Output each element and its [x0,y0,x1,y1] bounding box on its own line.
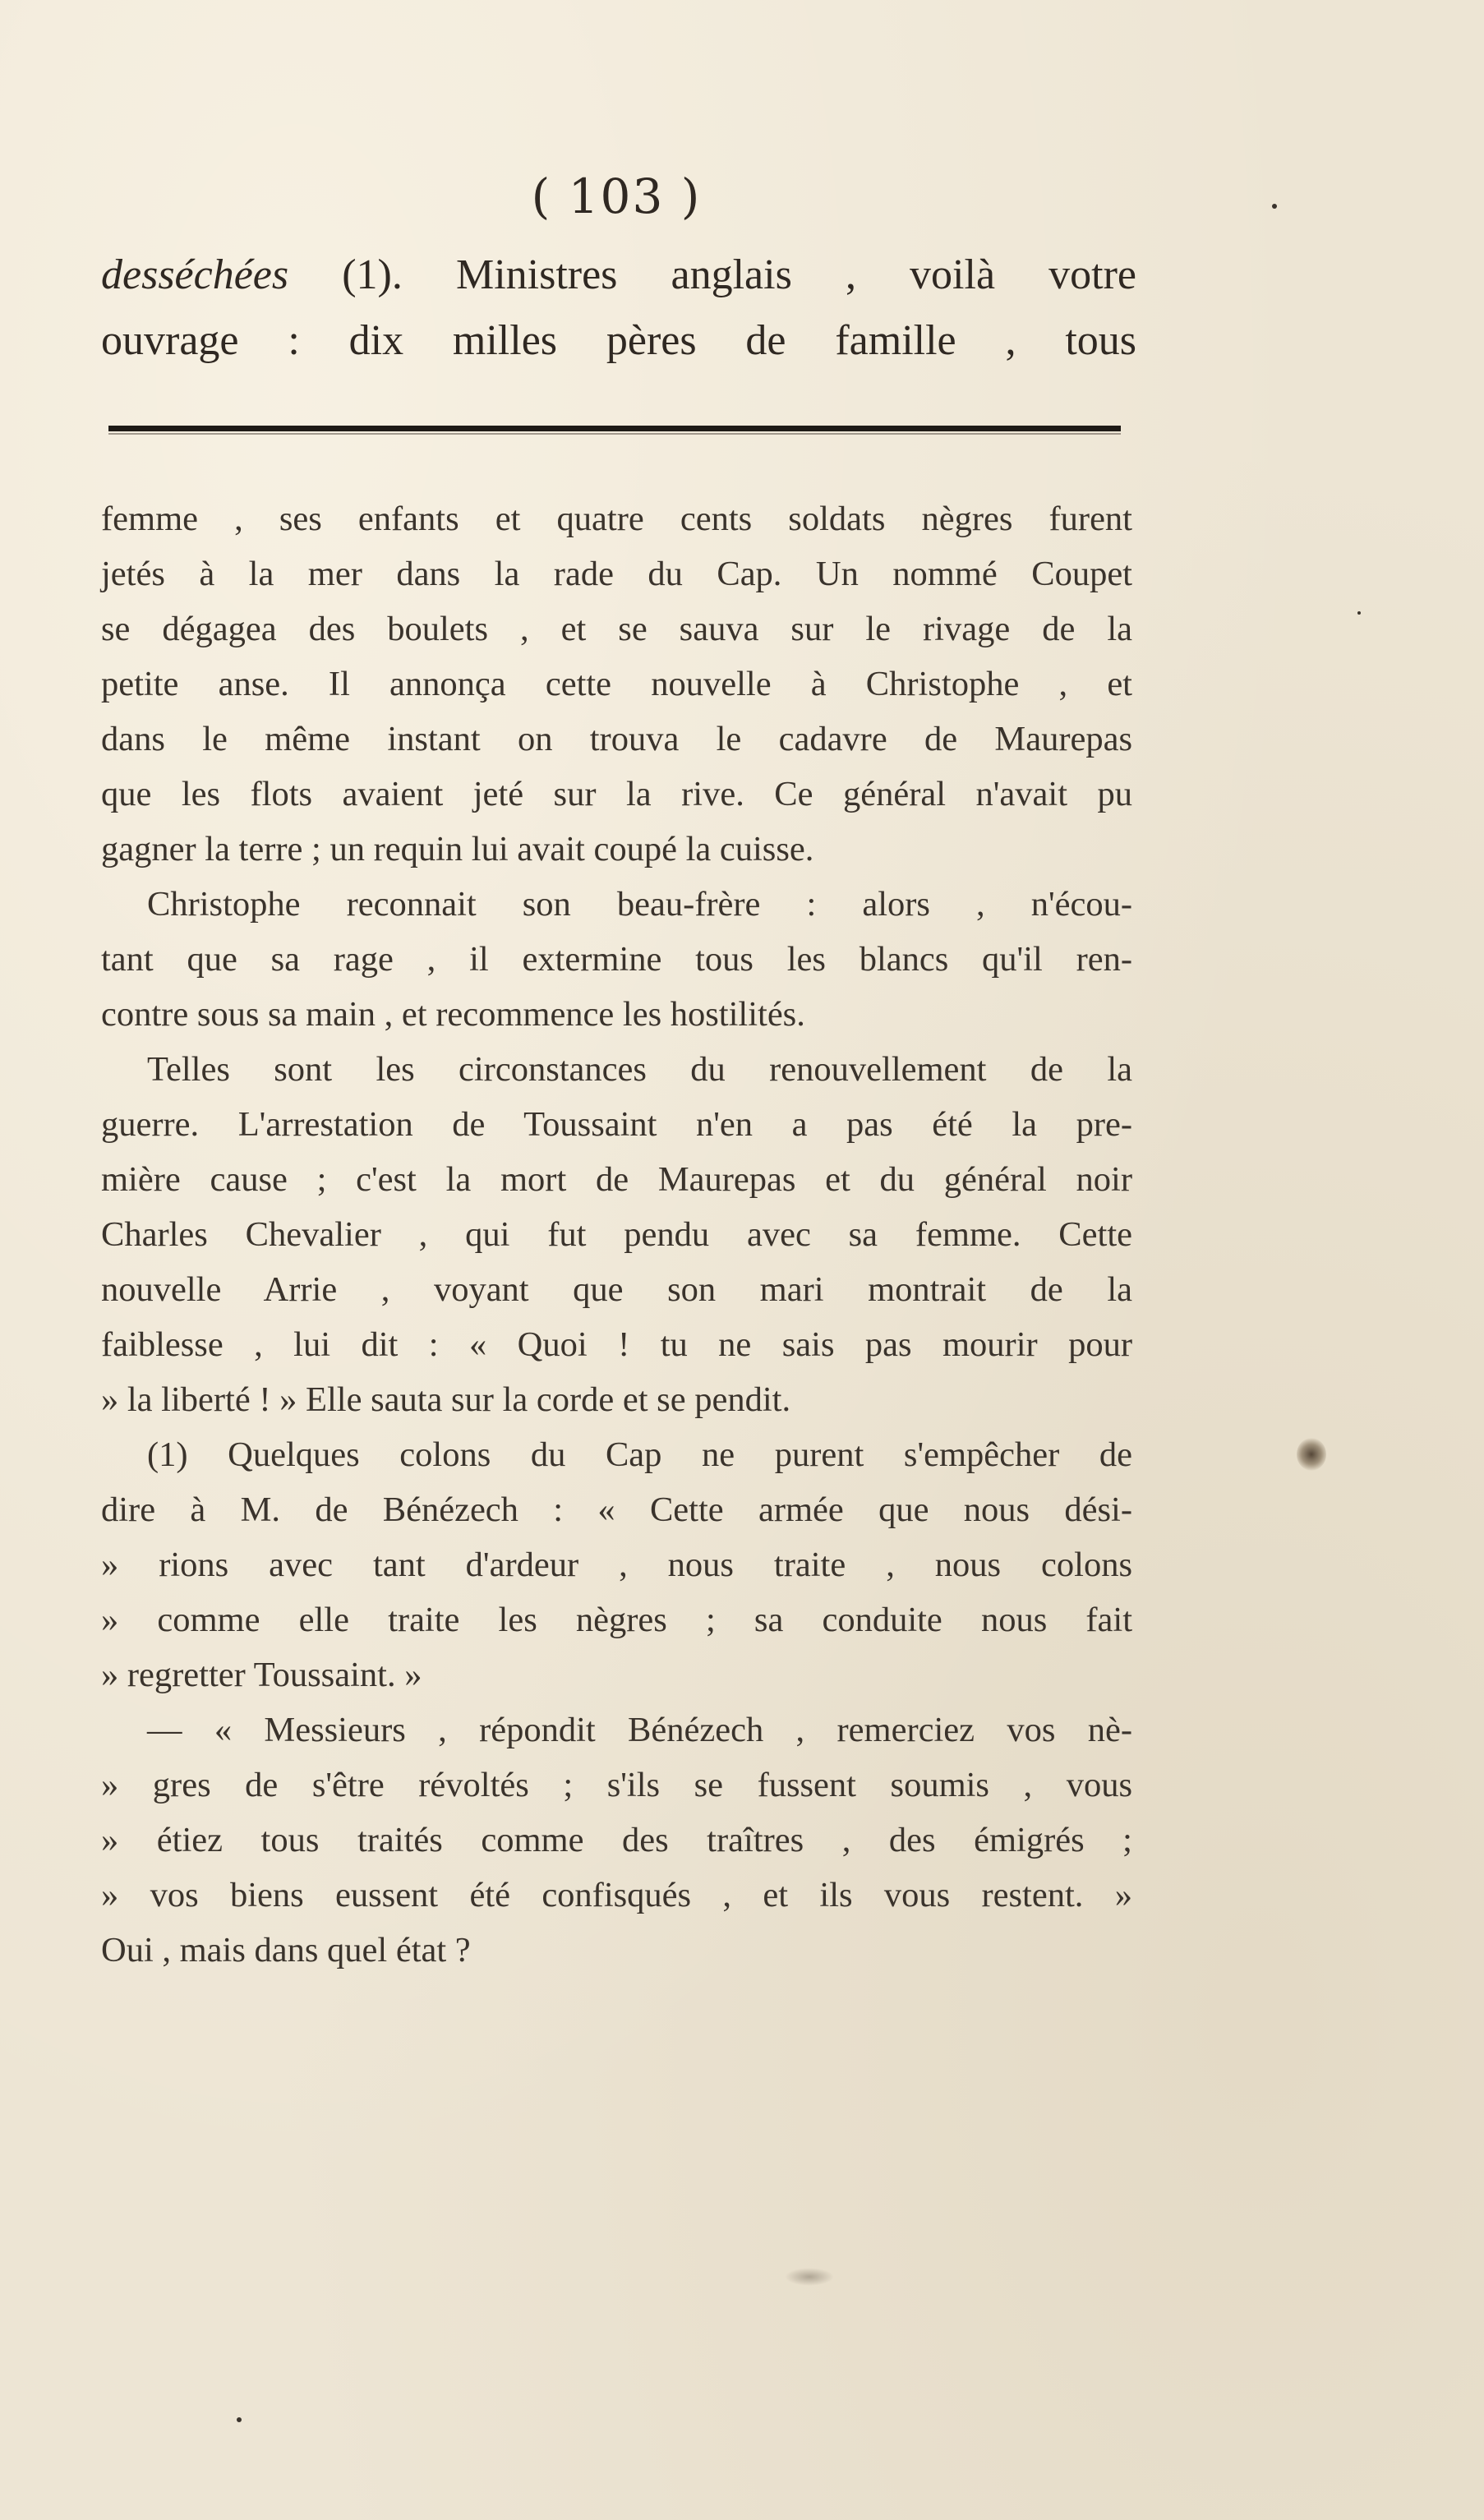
speck [1272,204,1277,209]
footnote-line: » étiez tous traités comme des traîtres , des émigrés ; [101,1821,1132,1859]
body-line: femme , ses enfants et quatre cents soldats nègres furent [101,500,1132,538]
footnote-line: » rions avec tant d'ardeur , nous traite , nous colons [101,1546,1132,1584]
paper-smudge [785,2268,834,2286]
footnote-line: » regretter Toussaint. » [101,1656,422,1694]
footnote-line: Oui , mais dans quel état ? [101,1931,471,1969]
body-line: petite anse. Il annonça cette nouvelle à Christophe , et [101,665,1132,703]
body-line: » la liberté ! » Elle sauta sur la corde et se pendit. [101,1380,791,1419]
body-line: nouvelle Arrie , voyant que son mari montrait de la [101,1270,1132,1309]
footnote-line: (1) Quelques colons du Cap ne purent s'empêcher de [147,1435,1132,1474]
body-line: Christophe reconnait son beau-frère : alors , n'écou- [147,885,1132,924]
body-line: gagner la terre ; un requin lui avait coupé la cuisse. [101,830,814,868]
body-line: contre sous sa main , et recommence les hostilités. [101,995,805,1034]
section-rule [108,426,1121,431]
footnote-line: » comme elle traite les nègres ; sa conduite nous fait [101,1601,1132,1639]
section-rule-shadow [108,433,1121,435]
speck [237,2417,242,2422]
body-line: faiblesse , lui dit : « Quoi ! tu ne sais pas mourir pour [101,1325,1132,1364]
speck [1357,611,1361,615]
body-text [101,491,1132,1978]
ink-stain [1297,1438,1326,1471]
body-line: se dégagea des boulets , et se sauva sur le rivage de la [101,610,1132,648]
continuation-text [101,242,1136,374]
body-line: guerre. L'arrestation de Toussaint n'en a pas été la pre- [101,1105,1132,1144]
body-line: dans le même instant on trouva le cadavre de Maurepas [101,720,1132,758]
footnote-line: » gres de s'être révoltés ; s'ils se fussent soumis , vous [101,1766,1132,1804]
italic-word: desséchées [101,251,289,298]
page-number: ( 103 ) [531,168,702,224]
body-line: Telles sont les circonstances du renouvellement de la [147,1050,1132,1089]
body-line: jetés à la mer dans la rade du Cap. Un nommé Coupet [101,555,1132,593]
footnote-line: — « Messieurs , répondit Bénézech , remerciez vos nè- [147,1711,1132,1749]
body-line: tant que sa rage , il extermine tous les blancs qu'il ren- [101,940,1132,979]
body-line: Charles Chevalier , qui fut pendu avec sa femme. Cette [101,1215,1132,1254]
continuation-line-1-rest: (1). Ministres anglais , voilà votre [288,251,1136,298]
continuation-line-2: ouvrage : dix milles pères de famille , tous [101,317,1136,364]
continuation-line-1 [101,242,1136,308]
body-line: mière cause ; c'est la mort de Maurepas et du général noir [101,1160,1132,1199]
body-line: que les flots avaient jeté sur la rive. Ce général n'avait pu [101,775,1132,813]
footnote-line: » vos biens eussent été confisqués , et ils vous restent. » [101,1876,1132,1914]
footnote-line: dire à M. de Bénézech : « Cette armée que nous dési- [101,1490,1132,1529]
